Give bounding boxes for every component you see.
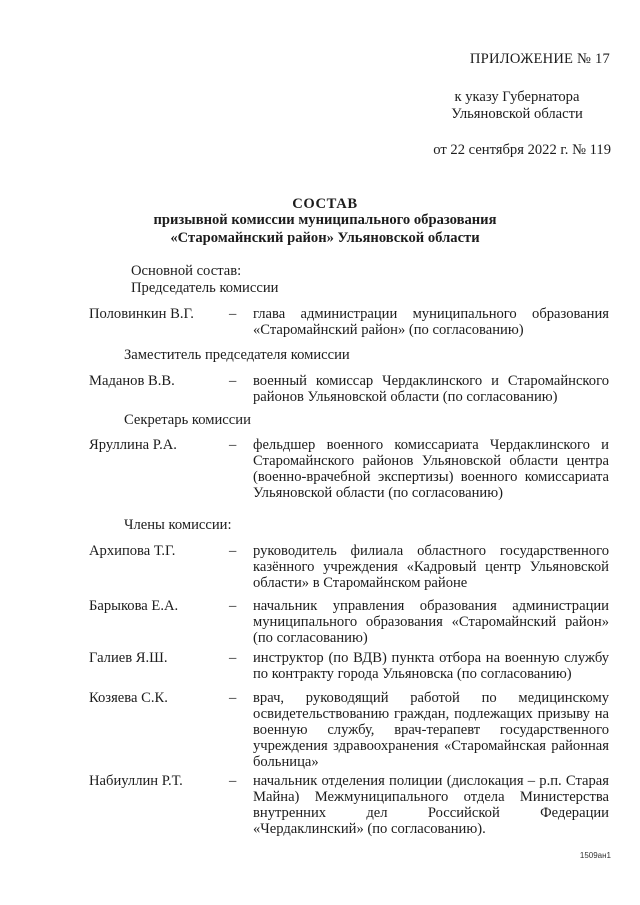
dash-separator: –: [229, 650, 237, 666]
section-deputy: Заместитель председателя комиссии: [124, 347, 350, 363]
dash-separator: –: [229, 690, 237, 706]
document-subtitle-line-2: «Старомайнский район» Ульяновской области: [170, 230, 480, 246]
dash-separator: –: [229, 543, 237, 559]
member-description: военный комиссар Чердаклинского и Старомайнского районов Ульяновской области (по согласованию): [253, 373, 609, 405]
dash-separator: –: [229, 373, 237, 389]
section-chairman: Председатель комиссии: [131, 280, 279, 296]
decree-date: от 22 сентября 2022 г. № 119: [433, 142, 611, 158]
dash-separator: –: [229, 598, 237, 614]
member-description: руководитель филиала областного государственного казённого учреждения «Кадровый центр Ульяновской области» в Старомайнском районе: [253, 543, 609, 591]
member-name: Козяева С.К.: [89, 690, 168, 706]
appendix-number: ПРИЛОЖЕНИЕ № 17: [469, 51, 610, 67]
member-description: фельдшер военного комиссариата Чердаклинского и Старомайнского районов Ульяновской области центра (военно-врачебной экспертизы) военного комиссариата Ульяновской области (по согласованию): [253, 437, 609, 501]
document-subtitle-line-1: призывной комиссии муниципального образования: [153, 212, 497, 228]
decree-line-1: к указу Губернатора: [454, 89, 580, 105]
document-title: СОСТАВ: [292, 196, 358, 212]
member-name: Архипова Т.Г.: [89, 543, 176, 559]
member-description: врач, руководящий работой по медицинскому освидетельствованию граждан, подлежащих призыву на военную службу, врач-терапевт государственного учреждения здравоохранения «Старомайнская районная больница»: [253, 690, 609, 770]
member-name: Половинкин В.Г.: [89, 306, 194, 322]
section-main-composition: Основной состав:: [131, 263, 242, 279]
section-secretary: Секретарь комиссии: [124, 412, 251, 428]
member-description: глава администрации муниципального образования «Старомайнский район» (по согласованию): [253, 306, 609, 338]
member-description: начальник управления образования администрации муниципального образования «Старомайнский район» (по согласованию): [253, 598, 609, 646]
document-stamp-code: 1509ан1: [579, 851, 611, 860]
member-name: Галиев Я.Ш.: [89, 650, 168, 666]
member-name: Яруллина Р.А.: [89, 437, 177, 453]
dash-separator: –: [229, 773, 237, 789]
section-members: Члены комиссии:: [124, 517, 232, 533]
dash-separator: –: [229, 306, 237, 322]
decree-line-2: Ульяновской области: [451, 106, 583, 122]
member-description: инструктор (по ВДВ) пункта отбора на военную службу по контракту города Ульяновска (по согласованию): [253, 650, 609, 682]
member-name: Барыкова Е.А.: [89, 598, 179, 614]
member-description: начальник отделения полиции (дислокация – р.п. Старая Майна) Межмуниципального отдела Министерства внутренних дел Российской Федерации «Чердаклинский» (по согласованию).: [253, 773, 609, 837]
member-name: Маданов В.В.: [89, 373, 175, 389]
dash-separator: –: [229, 437, 237, 453]
member-name: Набиуллин Р.Т.: [89, 773, 183, 789]
